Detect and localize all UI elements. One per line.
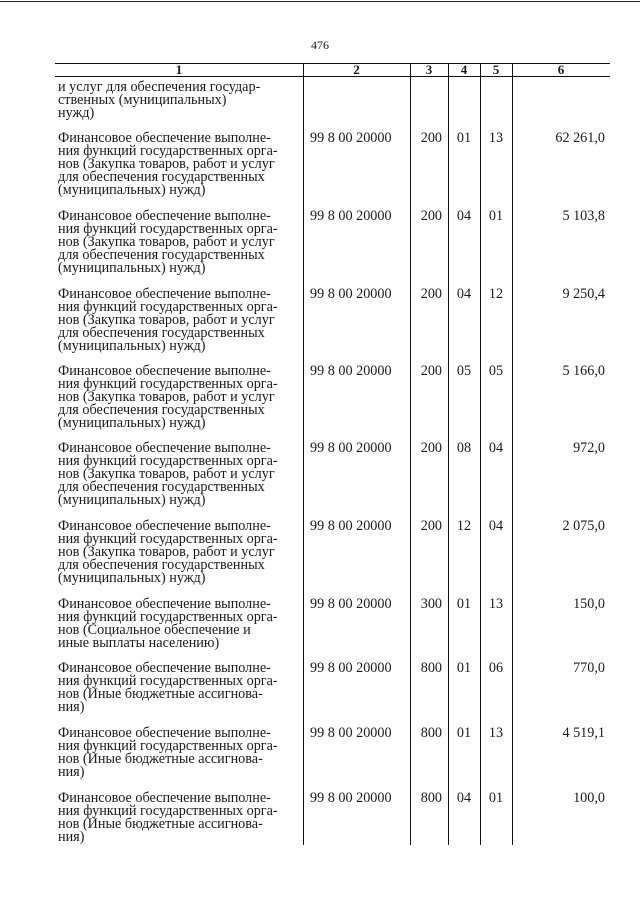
section: 04 xyxy=(456,790,472,806)
name-line: Финансовое обеспечение выполне- xyxy=(58,208,271,224)
name-line: Финансовое обеспечение выполне- xyxy=(58,440,271,456)
target-code: 99 8 00 20000 xyxy=(310,725,392,741)
expense-type: 200 xyxy=(420,518,442,534)
amount: 5 103,8 xyxy=(562,208,605,224)
target-code: 99 8 00 20000 xyxy=(310,440,392,456)
page-number: 476 xyxy=(311,38,329,52)
column-divider-4 xyxy=(480,63,481,845)
column-divider-5 xyxy=(512,63,513,845)
name-line: ния) xyxy=(58,764,85,780)
name-line: ния функций государственных орга- xyxy=(58,221,278,237)
name-line: ния) xyxy=(58,829,85,845)
amount: 62 261,0 xyxy=(555,130,605,146)
section: 08 xyxy=(456,440,472,456)
target-code: 99 8 00 20000 xyxy=(310,790,392,806)
name-line: (муниципальных) нужд) xyxy=(58,415,206,431)
name-line: ственных (муниципальных) xyxy=(58,92,227,108)
amount: 770,0 xyxy=(573,660,605,676)
subsection: 05 xyxy=(488,363,504,379)
name-line: нов (Закупка товаров, работ и услуг xyxy=(58,312,275,328)
name-line: нов (Иные бюджетные ассигнова- xyxy=(58,751,263,767)
column-header-5: 5 xyxy=(492,62,500,77)
name-line: нужд) xyxy=(58,105,95,121)
name-line: нов (Закупка товаров, работ и услуг xyxy=(58,389,275,405)
target-code: 99 8 00 20000 xyxy=(310,130,392,146)
name-line: ния) xyxy=(58,699,85,715)
name-line: Финансовое обеспечение выполне- xyxy=(58,130,271,146)
section: 12 xyxy=(456,518,472,534)
row-name xyxy=(58,365,294,430)
header-bottom-border xyxy=(55,76,610,77)
row-name xyxy=(58,727,294,779)
section: 01 xyxy=(456,596,472,612)
expense-type: 200 xyxy=(420,363,442,379)
name-line: для обеспечения государственных xyxy=(58,402,265,418)
section: 01 xyxy=(456,725,472,741)
name-line: нов (Иные бюджетные ассигнова- xyxy=(58,686,263,702)
amount: 9 250,4 xyxy=(562,286,605,302)
subsection: 01 xyxy=(488,208,504,224)
continued-row-text xyxy=(58,81,294,120)
amount: 4 519,1 xyxy=(562,725,605,741)
expense-type: 200 xyxy=(420,440,442,456)
top-rule xyxy=(0,1,640,2)
name-line: ния функций государственных орга- xyxy=(58,531,278,547)
subsection: 04 xyxy=(488,518,504,534)
column-header-3: 3 xyxy=(425,62,433,77)
name-line: ния функций государственных орга- xyxy=(58,803,278,819)
column-divider-1 xyxy=(303,63,304,845)
subsection: 13 xyxy=(488,130,504,146)
row-name xyxy=(58,132,294,197)
row-name xyxy=(58,520,294,585)
name-line: (муниципальных) нужд) xyxy=(58,492,206,508)
name-line: (муниципальных) нужд) xyxy=(58,338,206,354)
row-name xyxy=(58,792,294,844)
column-divider-3 xyxy=(448,63,449,845)
name-line: иные выплаты населению) xyxy=(58,635,220,651)
subsection: 06 xyxy=(488,660,504,676)
name-line: ния функций государственных орга- xyxy=(58,609,278,625)
name-line: нов (Закупка товаров, работ и услуг xyxy=(58,156,275,172)
expense-type: 300 xyxy=(420,596,442,612)
name-line: нов (Иные бюджетные ассигнова- xyxy=(58,816,263,832)
section: 01 xyxy=(456,130,472,146)
name-line: для обеспечения государственных xyxy=(58,557,265,573)
name-line: Финансовое обеспечение выполне- xyxy=(58,286,271,302)
row-name xyxy=(58,662,294,714)
subsection: 01 xyxy=(488,790,504,806)
amount: 150,0 xyxy=(573,596,605,612)
target-code: 99 8 00 20000 xyxy=(310,660,392,676)
name-line: ния функций государственных орга- xyxy=(58,453,278,469)
section: 01 xyxy=(456,660,472,676)
name-line: (муниципальных) нужд) xyxy=(58,260,206,276)
expense-type: 200 xyxy=(420,286,442,302)
expense-type: 800 xyxy=(420,790,442,806)
column-header-6: 6 xyxy=(557,62,565,77)
subsection: 13 xyxy=(488,725,504,741)
section: 04 xyxy=(456,208,472,224)
target-code: 99 8 00 20000 xyxy=(310,518,392,534)
name-line: ния функций государственных орга- xyxy=(58,738,278,754)
amount: 100,0 xyxy=(573,790,605,806)
section: 05 xyxy=(456,363,472,379)
subsection: 12 xyxy=(488,286,504,302)
name-line: (муниципальных) нужд) xyxy=(58,570,206,586)
row-name xyxy=(58,598,294,650)
expense-type: 800 xyxy=(420,725,442,741)
name-line: нов (Социальное обеспечение и xyxy=(58,622,251,638)
subsection: 04 xyxy=(488,440,504,456)
name-line: ния функций государственных орга- xyxy=(58,143,278,159)
name-line: нов (Закупка товаров, работ и услуг xyxy=(58,234,275,250)
column-header-1: 1 xyxy=(175,62,183,77)
name-line: Финансовое обеспечение выполне- xyxy=(58,518,271,534)
name-line: для обеспечения государственных xyxy=(58,169,265,185)
name-line: нов (Закупка товаров, работ и услуг xyxy=(58,544,275,560)
name-line: Финансовое обеспечение выполне- xyxy=(58,363,271,379)
amount: 5 166,0 xyxy=(562,363,605,379)
name-line: ния функций государственных орга- xyxy=(58,299,278,315)
name-line: для обеспечения государственных xyxy=(58,325,265,341)
row-name xyxy=(58,288,294,353)
name-line: Финансовое обеспечение выполне- xyxy=(58,725,271,741)
section: 04 xyxy=(456,286,472,302)
subsection: 13 xyxy=(488,596,504,612)
target-code: 99 8 00 20000 xyxy=(310,286,392,302)
name-line: ния функций государственных орга- xyxy=(58,376,278,392)
expense-type: 800 xyxy=(420,660,442,676)
expense-type: 200 xyxy=(420,208,442,224)
name-line: ния функций государственных орга- xyxy=(58,673,278,689)
expense-type: 200 xyxy=(420,130,442,146)
name-line: Финансовое обеспечение выполне- xyxy=(58,596,271,612)
name-line: Финансовое обеспечение выполне- xyxy=(58,660,271,676)
column-header-2: 2 xyxy=(353,62,360,77)
name-line: Финансовое обеспечение выполне- xyxy=(58,790,271,806)
name-line: (муниципальных) нужд) xyxy=(58,182,206,198)
row-name xyxy=(58,442,294,507)
name-line: и услуг для обеспечения государ- xyxy=(58,79,261,95)
name-line: для обеспечения государственных xyxy=(58,479,265,495)
name-line: нов (Закупка товаров, работ и услуг xyxy=(58,466,275,482)
target-code: 99 8 00 20000 xyxy=(310,208,392,224)
column-header-4: 4 xyxy=(460,62,468,77)
target-code: 99 8 00 20000 xyxy=(310,363,392,379)
row-name xyxy=(58,210,294,275)
amount: 972,0 xyxy=(573,440,605,456)
amount: 2 075,0 xyxy=(562,518,605,534)
name-line: для обеспечения государственных xyxy=(58,247,265,263)
target-code: 99 8 00 20000 xyxy=(310,596,392,612)
